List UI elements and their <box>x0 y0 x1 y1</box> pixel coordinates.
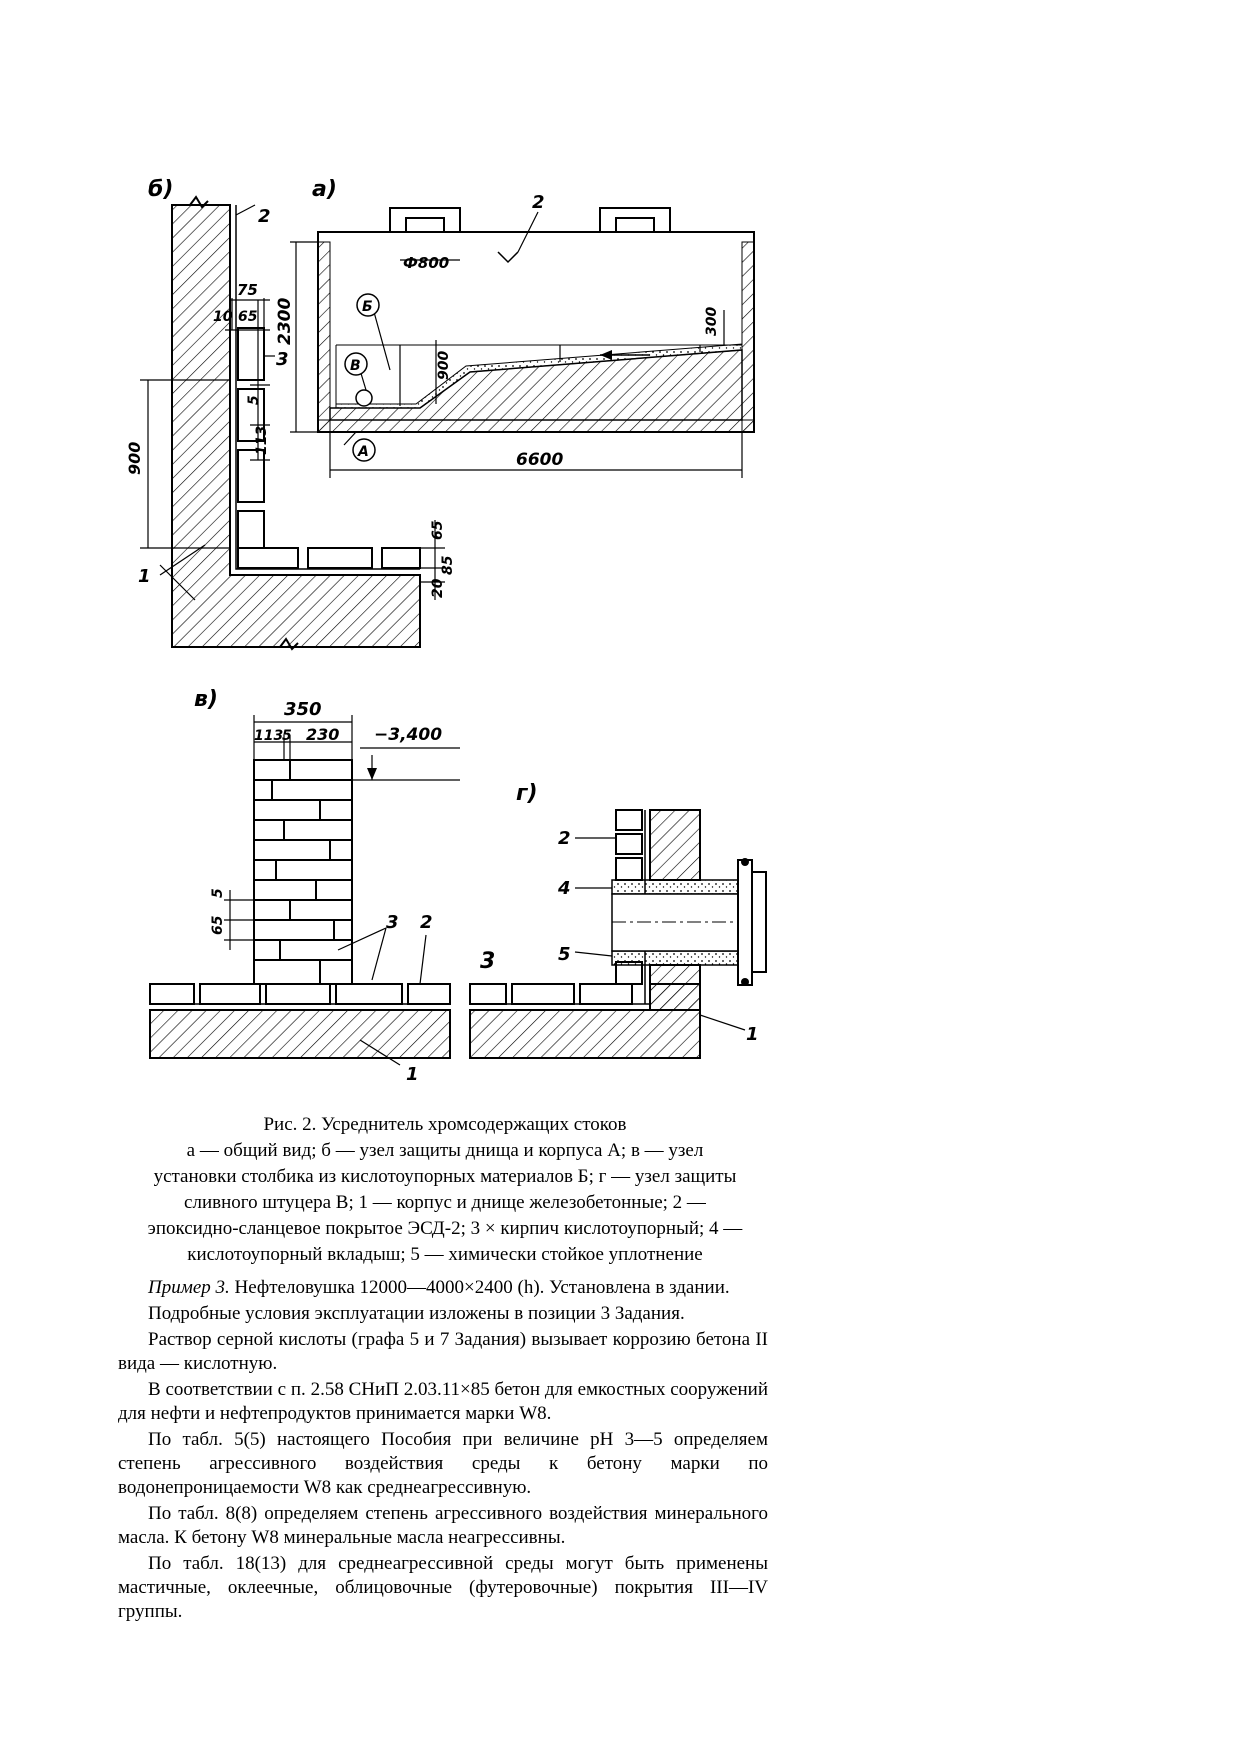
paragraph-6: По табл. 8(8) определяем степень агрессивного воздействия минерального масла. К бетону W8 минеральные масла неагрессивны. <box>118 1503 768 1548</box>
body-text <box>118 1276 768 1626</box>
panel-a-dim-300: 300 <box>704 306 720 336</box>
panel-g-wall-top <box>650 810 700 880</box>
paragraph-4: В соответствии с п. 2.58 СНиП 2.03.11×85 бетон для емкостных сооружений для нефти и нефтепродуктов принимается марки W8. <box>118 1379 768 1424</box>
panel-a-bottom <box>318 420 754 432</box>
panel-g-liner-bottom <box>612 951 752 965</box>
panel-a-right-wall <box>742 242 754 432</box>
panel-v-dim-230: 230 <box>306 725 340 744</box>
panel-v-label-3: 3 <box>386 912 399 933</box>
panel-v-label: в) <box>194 687 218 712</box>
panel-g-label-2: 2 <box>558 828 571 849</box>
caption-title: Рис. 2. Усреднитель хромсодержащих стоков <box>263 1114 627 1135</box>
panel-g-flange <box>738 860 752 985</box>
panel-a-dim-diameter: Ф800 <box>403 254 450 272</box>
callout-b-label: Б <box>362 299 373 315</box>
panel-g-label-3: 3 <box>480 949 496 974</box>
panel-v-dim-5b: 5 <box>210 888 226 898</box>
panel-v-column-bricks <box>254 760 352 984</box>
panel-b-dim-900: 900 <box>125 441 144 475</box>
panel-v-slab <box>150 1010 450 1058</box>
panel-b-label: б) <box>148 177 174 202</box>
panel-v-dim-350: 350 <box>284 699 322 720</box>
paragraph-7: По табл. 18(13) для среднеагрессивной среды могут быть применены мастичные, оклеечные, облицовочные (футеровочные) покрытия III—IV группы. <box>118 1553 768 1622</box>
panel-g-floor-bricks <box>470 962 642 1004</box>
panel-g-label-4: 4 <box>558 878 571 899</box>
caption-line-3: сливного штуцера В; 1 — корпус и днище железобетонные; 2 — <box>184 1192 706 1213</box>
panel-b-label-3: 3 <box>276 349 289 370</box>
panel-b-dim-20: 20 <box>430 578 446 598</box>
panel-v <box>150 687 460 1085</box>
paragraph-3: Раствор серной кислоты (графа 5 и 7 Задания) вызывает коррозию бетона II вида — кислотную. <box>118 1329 768 1374</box>
panel-g-label: г) <box>516 781 538 806</box>
panel-v-dim-113: 113 <box>254 728 284 744</box>
paragraph-1-text: Нефтеловушка 12000—4000×2400 (h). Установлена в здании. <box>229 1277 730 1298</box>
panel-b-dim-65b: 65 <box>430 520 446 540</box>
panel-g-wall-bottom <box>650 965 700 1010</box>
panel-v-dim-65: 65 <box>210 915 226 935</box>
caption-line-1: а — общий вид; б — узел защиты днища и корпуса А; в — узел <box>186 1140 704 1161</box>
panel-v-floor-bricks <box>150 984 450 1004</box>
panel-g-label-1: 1 <box>746 1024 759 1045</box>
panel-g-label-5: 5 <box>558 944 571 965</box>
panel-a <box>275 177 754 478</box>
panel-a-label: а) <box>312 177 337 202</box>
panel-g <box>470 781 766 1058</box>
panel-b-dim-75: 75 <box>237 281 258 299</box>
panel-b-dim-85: 85 <box>440 555 456 575</box>
example-label: Пример 3. <box>148 1277 230 1298</box>
panel-g-liner-top <box>612 880 752 894</box>
panel-v-elevation: −3,400 <box>374 725 443 745</box>
panel-v-label-2: 2 <box>420 912 433 933</box>
paragraph-2: Подробные условия эксплуатации изложены в позиции 3 Задания. <box>148 1303 685 1324</box>
callout-a-label: А <box>358 444 369 460</box>
panel-b-dim-65: 65 <box>238 309 258 325</box>
panel-b-dim-113: 113 <box>254 425 270 455</box>
panel-a-left-wall <box>318 242 330 432</box>
panel-b-dim-10: 10 <box>213 309 233 325</box>
caption-line-2: установки столбика из кислотоупорных материалов Б; г — узел защиты <box>153 1166 737 1187</box>
panel-v-label-1: 1 <box>406 1064 419 1085</box>
caption-line-4: эпоксидно-сланцевое покрытое ЭСД-2; 3 × кирпич кислотоупорный; 4 — <box>147 1218 743 1239</box>
panel-a-label-2: 2 <box>532 192 545 213</box>
panel-b-label-2: 2 <box>258 206 271 227</box>
panel-a-dim-900: 900 <box>436 350 452 380</box>
callout-v-label: В <box>350 358 361 374</box>
caption-line-5: кислотоупорный вкладыш; 5 — химически стойкое уплотнение <box>187 1244 703 1265</box>
panel-g-wall-bricks <box>616 810 642 880</box>
elevation-marker-icon <box>367 768 377 780</box>
panel-v-dim-5: 5 <box>282 728 292 744</box>
paragraph-5: По табл. 5(5) настоящего Пособия при величине pH 3—5 определяем степень агрессивного воздействия среды к бетону марки по водонепроницаемости W8 как среднеагрессивную. <box>118 1429 768 1498</box>
panel-a-dim-height: 2300 <box>275 297 295 345</box>
panel-a-drain <box>356 390 372 406</box>
panel-b-label-1: 1 <box>138 566 151 587</box>
panel-a-dim-width: 6600 <box>516 450 564 470</box>
panel-b-dim-5: 5 <box>246 395 262 405</box>
figure-caption <box>100 1112 790 1268</box>
paragraph-1 <box>118 1276 768 1300</box>
